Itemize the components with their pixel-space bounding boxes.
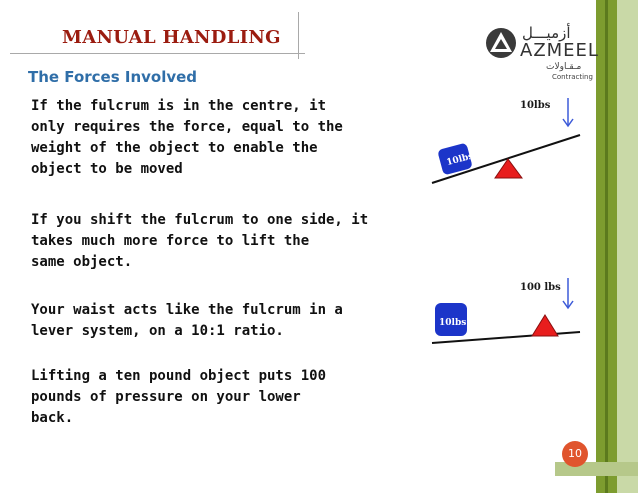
- paragraph-waist-lever: Your waist acts like the fulcrum in a lever system, on a 10:1 ratio.: [31, 302, 343, 339]
- lever-diagram-centre: [420, 90, 590, 195]
- weight-label: 10lbs: [445, 151, 475, 169]
- paragraph-shift-fulcrum: If you shift the fulcrum to one side, it takes much more force to lift the same object.: [31, 212, 369, 270]
- slide-title: MANUAL HANDLING: [62, 27, 281, 48]
- force-label: 100 lbs: [520, 282, 561, 293]
- lever-diagram-shifted: [420, 270, 590, 350]
- logo-name: AZMEEL: [520, 40, 599, 61]
- paragraph-centre-fulcrum: If the fulcrum is in the centre, it only requires the force, equal to the weight of the object to enable the object to be moved: [31, 98, 343, 177]
- decorative-sidebar-line: [605, 0, 608, 493]
- title-divider: [298, 12, 299, 59]
- title-underline: [10, 53, 305, 54]
- logo-arabic-name: أزميـــل: [522, 24, 571, 42]
- page-number-badge: 10: [562, 441, 588, 467]
- logo-subtitle: Contracting: [552, 73, 593, 81]
- force-label: 10lbs: [520, 100, 551, 111]
- fulcrum-triangle: [532, 315, 558, 336]
- logo-arabic-subtitle: مـقـاولات: [546, 62, 582, 72]
- azmeel-logo-icon: [484, 26, 518, 60]
- weight-label: 10lbs: [439, 318, 467, 328]
- paragraph-pressure: Lifting a ten pound object puts 100 pounds of pressure on your lower back.: [31, 368, 327, 426]
- slide-subtitle: The Forces Involved: [28, 68, 198, 86]
- decorative-sidebar-light: [617, 0, 638, 493]
